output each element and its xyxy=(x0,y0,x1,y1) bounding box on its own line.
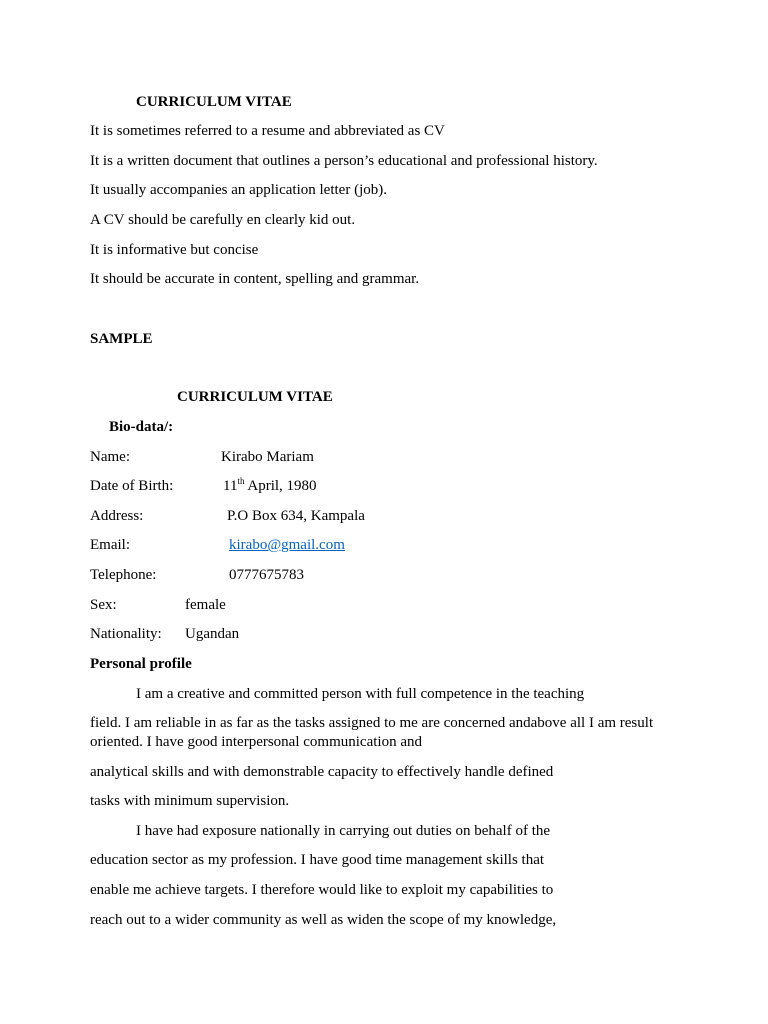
intro-line: It usually accompanies an application letter (job). xyxy=(90,182,387,198)
address-value: P.O Box 634, Kampala xyxy=(227,508,365,524)
profile-line: analytical skills and with demonstrable capacity to effectively handle defined xyxy=(90,764,554,780)
intro-line: It is sometimes referred to a resume and abbreviated as CV xyxy=(90,123,445,139)
name-value: Kirabo Mariam xyxy=(221,449,314,465)
biodata-heading: Bio-data/: xyxy=(109,419,174,435)
telephone-value: 0777675783 xyxy=(229,567,304,583)
intro-line: It is informative but concise xyxy=(90,242,259,258)
document-title: CURRICULUM VITAE xyxy=(136,94,292,110)
email-label: Email: xyxy=(90,537,130,553)
dob-label: Date of Birth: xyxy=(90,478,174,494)
intro-line: A CV should be carefully en clearly kid out. xyxy=(90,212,356,228)
profile-line: I am a creative and committed person with full competence in the teaching xyxy=(136,686,585,702)
intro-line: It should be accurate in content, spelling and grammar. xyxy=(90,271,420,287)
profile-line: reach out to a wider community as well as widen the scope of my knowledge, xyxy=(90,912,557,928)
profile-line: education sector as my profession. I have good time management skills that xyxy=(90,852,545,868)
telephone-label: Telephone: xyxy=(90,567,157,583)
profile-line: field. I am reliable in as far as the tasks assigned to me are concerned andabove all I am result oriented. I have good interpersonal communication and xyxy=(90,715,654,750)
dob-value xyxy=(223,477,317,496)
profile-heading: Personal profile xyxy=(90,656,192,672)
intro-line: It is a written document that outlines a person’s educational and professional history. xyxy=(90,153,598,169)
profile-line: tasks with minimum supervision. xyxy=(90,793,290,809)
profile-line: I have had exposure nationally in carrying out duties on behalf of the xyxy=(136,823,551,839)
address-label: Address: xyxy=(90,508,144,524)
sex-value: female xyxy=(185,597,226,613)
sample-heading: SAMPLE xyxy=(90,331,153,347)
dob-month-year: April, 1980 xyxy=(244,478,317,494)
sex-label: Sex: xyxy=(90,597,117,613)
nationality-label: Nationality: xyxy=(90,626,162,642)
email-link[interactable]: kirabo@gmail.com xyxy=(229,537,345,553)
name-label: Name: xyxy=(90,449,130,465)
nationality-value: Ugandan xyxy=(185,626,240,642)
cv-title: CURRICULUM VITAE xyxy=(177,389,333,405)
profile-line: enable me achieve targets. I therefore would like to exploit my capabilities to xyxy=(90,882,554,898)
dob-day: 11 xyxy=(223,478,238,494)
dob-day-suffix: th xyxy=(237,476,245,486)
